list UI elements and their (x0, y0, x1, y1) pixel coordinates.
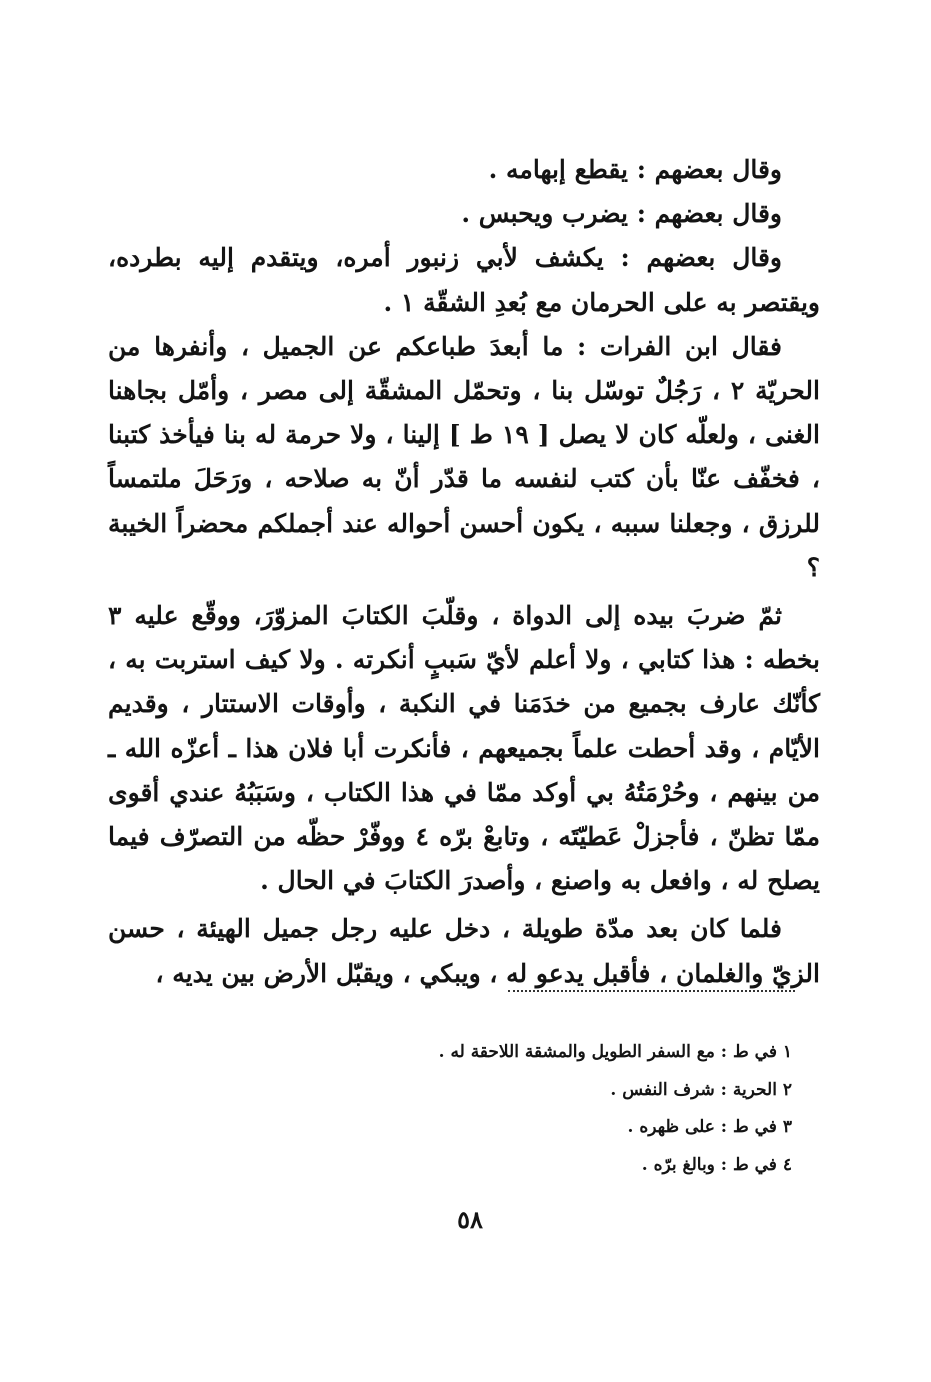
paragraph: وقال بعضهم : يكشف لأبي زنبور أمره، ويتقدم إليه بطرده، ويقتصر به على الحرمان مع بُعدِ الشقّة ١ . (108, 243, 820, 317)
footnote: ٣ في ط : على ظهره . (627, 1117, 792, 1137)
paragraph: وقال بعضهم : يضرب ويحبس . (461, 199, 782, 229)
main-text (108, 148, 820, 996)
footnote: ١ في ط : مع السفر الطويل والمشقة اللاحقة له . (438, 1042, 792, 1062)
paragraph: وقال بعضهم : يقطع إبهامه . (488, 155, 782, 184)
paragraph: ثمّ ضربَ بيده إلى الدواة ، وقلّبَ الكتابَ المزوّرَ، ووقّع عليه ٣ بخطه : هذا كتابي ، ولا أعلم لأيّ سَببٍ أنكرته . ولا كيف استربت به ، كأنّك عارف بجميع من خدَمَنا في النكبة ، وأوقات الاستتار ، وقديم الأيّام ، وقد أحطت علماً بجميعهم ، فأنكرت أبا فلان هذا ـ أعزّه الله ـ من بينهم ، وحُرْمَتُهُ بي أوكد ممّا في هذا الكتاب ، وسَبَبُهُ عندي أقوى ممّا تظنّ ، فأجزلْ عَطيّتَه ، وتابعْ برّه ٤ ووفّرْ حظّه من التصرّف فيما يصلح له ، وافعل به واصنع ، وأصدرَ الكتابَ في الحال . (108, 601, 820, 896)
footnote: ٤ في ط : وبالغ برّه . (641, 1154, 792, 1175)
page-number: ٥٨ (457, 1205, 483, 1234)
paragraph: فقال ابن الفرات : ما أبعدَ طباعكم عن الجميل ، وأنفرها من الحريّة ٢ ، رَجُلٌ توسّل بنا ، وتحمّل المشقّة إلى مصر ، وأمّل بجاهنا الغنى ، ولعلّه كان لا يصل [ ١٩ ط ] إلينا ، ولا حرمة له بنا فيأخذ كتبنا ، فخفّف عنّا بأن كتب لنفسه ما قدّر أنّ به صلاحه ، ورَحَلَ ملتمساً للرزق ، وجعلنا سببه ، يكون أحسن أحواله عند أجملكم محضراً الخيبة ؟ (108, 331, 820, 582)
footnotes (300, 1034, 792, 1184)
footnote-divider (508, 990, 795, 992)
footnote: ٢ الحرية : شرف النفس . (610, 1079, 792, 1100)
paragraph: فلما كان بعد مدّة طويلة ، دخل عليه رجل جميل الهيئة ، حسن الزيّ والغلمان ، فأقبل يدعو له ، ويبكي ، ويقبّل الأرض بين يديه ، (108, 914, 820, 988)
